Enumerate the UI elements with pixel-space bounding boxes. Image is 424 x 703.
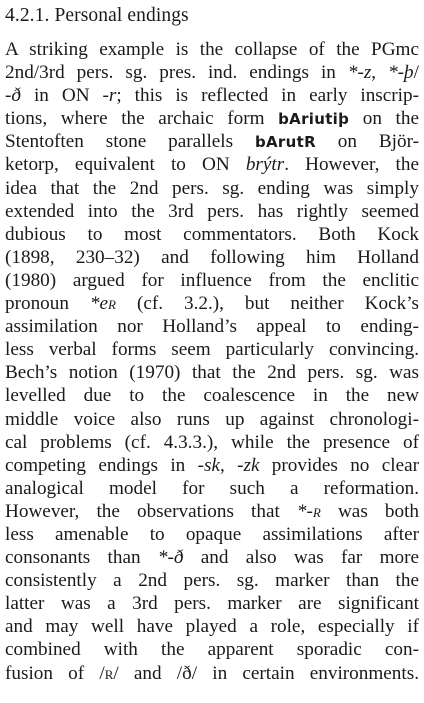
paragraph-line: tions, where the archaic form bAriutiþ on the xyxy=(5,108,419,130)
paragraph-line: pronoun *er (cf. 3.2.), but neither Kock’s xyxy=(5,293,419,315)
paragraph-line: A striking example is the collapse of the PGmc xyxy=(5,39,419,60)
paragraph-line: -ð in ON -r; this is reflected in early inscrip- xyxy=(5,85,419,107)
paragraph-line: combined with the apparent sporadic con- xyxy=(5,639,419,661)
paragraph-line: consonants than *-ð and also was far more xyxy=(5,547,419,569)
body-paragraph xyxy=(5,38,419,685)
paragraph-line: dubious to most commentators. Both Kock xyxy=(5,223,419,245)
paragraph-line: However, the observations that *-r was both xyxy=(5,500,419,522)
paragraph-line: (1980) argued for influence from the enclitic xyxy=(5,269,419,291)
paragraph-line: extended into the 3rd pers. has rightly seemed xyxy=(5,200,419,222)
paragraph-line: consistently a 2nd pers. sg. marker than the xyxy=(5,570,419,592)
paragraph-line: middle voice also runs up against chronologi- xyxy=(5,408,419,430)
paragraph-line: analogical model for such a reformation. xyxy=(5,477,419,499)
paragraph-line: less verbal forms seem particularly convincing. xyxy=(5,339,419,361)
paragraph-line: and may well have played a role, especially if xyxy=(5,616,419,638)
paragraph-line: levelled due to the coalescence in the new xyxy=(5,385,419,407)
paragraph-line: assimilation nor Holland’s appeal to ending- xyxy=(5,316,419,338)
paragraph-line: latter was a 3rd pers. marker are significant xyxy=(5,593,419,615)
paragraph-line: Stentoften stone parallels bArutR on Björ- xyxy=(5,131,419,153)
section-heading: 4.2.1. Personal endings xyxy=(5,5,189,26)
runic-form: bAriutiþ xyxy=(278,110,350,129)
paragraph-line: 2nd/3rd pers. sg. pres. ind. endings in *-z, *-þ/ xyxy=(5,62,419,84)
paragraph-line: ketorp, equivalent to ON brýtr. However, the xyxy=(5,154,419,176)
paragraph-line: fusion of /r/ and /ð/ in certain environments. xyxy=(5,662,419,684)
paragraph-line: idea that the 2nd pers. sg. ending was simply xyxy=(5,177,419,199)
paragraph-line: Bech’s notion (1970) that the 2nd pers. sg. was xyxy=(5,362,419,384)
paragraph-line: (1898, 230–32) and following him Holland xyxy=(5,246,419,268)
runic-form: bArutR xyxy=(254,133,316,152)
document-page xyxy=(5,3,419,685)
paragraph-line: less amenable to opaque assimilations after xyxy=(5,523,419,545)
paragraph-line: cal problems (cf. 4.3.3.), while the presence of xyxy=(5,431,419,453)
paragraph-line: competing endings in -sk, -zk provides no clear xyxy=(5,454,419,476)
